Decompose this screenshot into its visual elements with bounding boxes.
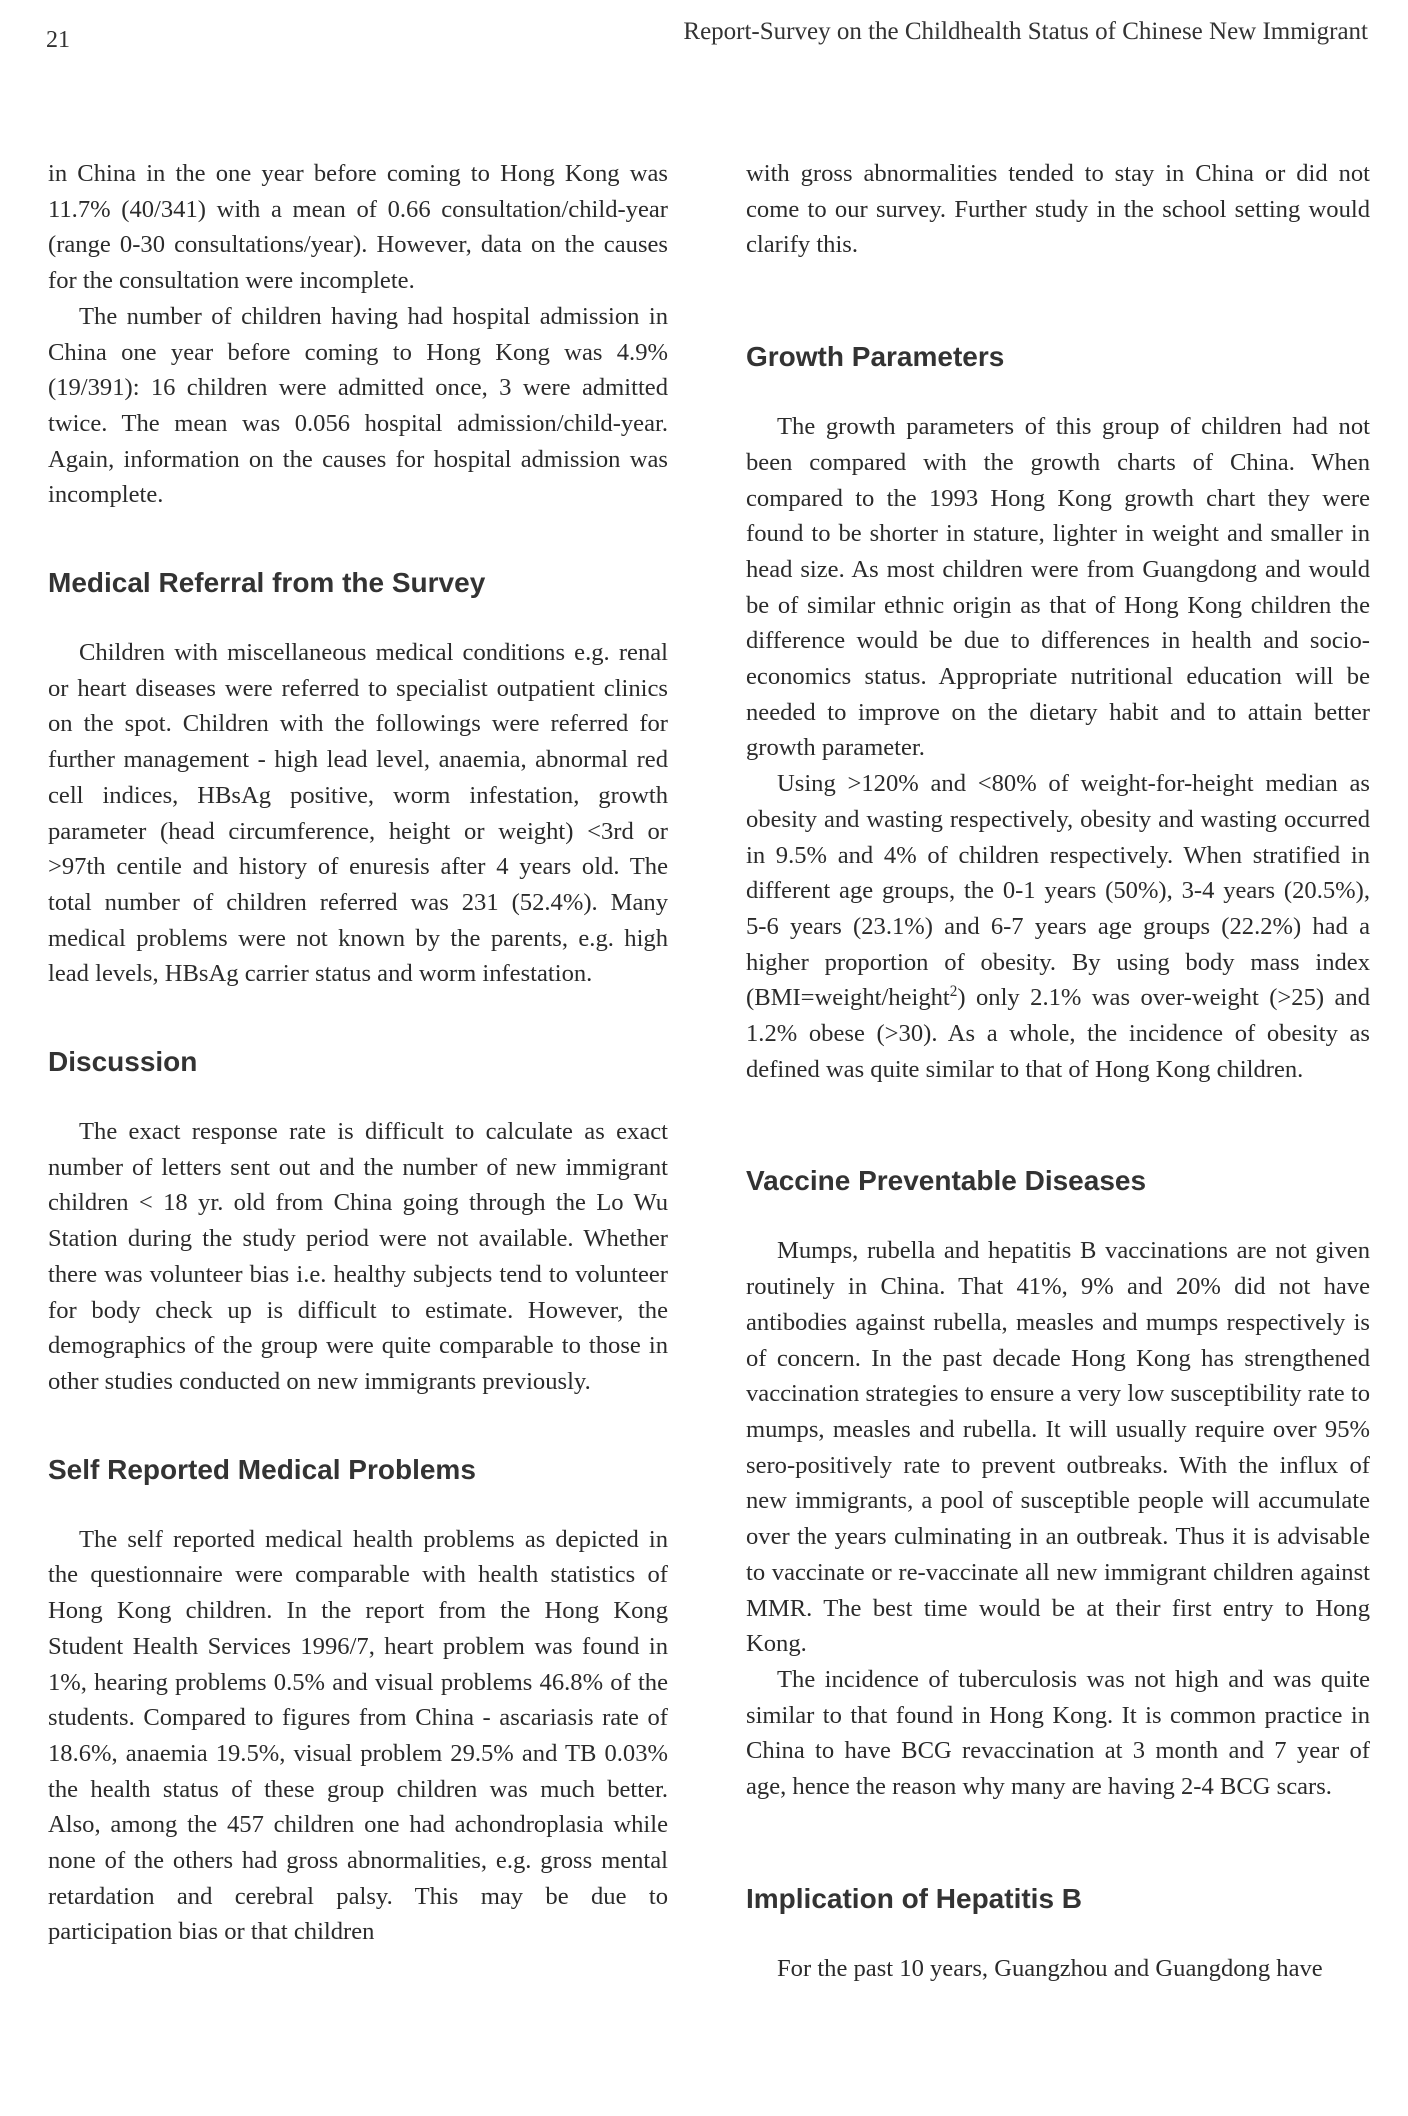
left-column: [48, 156, 668, 1950]
heading-hepatitis-b: Implication of Hepatitis B: [746, 1882, 1083, 1914]
paragraph-consultation-continued: in China in the one year before coming to Hong Kong was 11.7% (40/341) with a mean of 0.66 consultation/child-year (range 0-30 consultations/year). However, data on the causes for the consultation were incomplete.: [48, 160, 668, 295]
paragraph-hepatitis-b: For the past 10 years, Guangzhou and Guangdong have: [777, 1954, 1323, 1982]
paragraph-tuberculosis: The incidence of tuberculosis was not high and was quite similar to that found in Hong Kong. It is common practice in China to have BCG revaccination at 3 month and 7 year of age, hence the reason why many are having 2-4 BCG scars.: [746, 1665, 1370, 1801]
paragraph-gross-abnormalities-continued: with gross abnormalities tended to stay in China or did not come to our survey. Further study in the school setting would clarify this.: [746, 160, 1370, 259]
paragraph-medical-referral: Children with miscellaneous medical conditions e.g. renal or heart diseases were referred to specialist outpatient clinics on the spot. Children with the followings were referred for further management - high lead level, anaemia, abnormal red cell indices, HBsAg positive, worm infestation, growth parameter (head circumference, height or weight) <3rd or >97th centile and history of enuresis after 4 years old. The total number of children referred was 231 (52.4%). Many medical problems were not known by the parents, e.g. high lead levels, HBsAg carrier status and worm infestation.: [48, 639, 668, 988]
paragraph-growth-charts: The growth parameters of this group of children had not been compared with the growth charts of China. When compared to the 1993 Hong Kong growth chart they were found to be shorter in stature, lighter in weight and smaller in head size. As most children were from Guangdong and would be of similar ethnic origin as that of Hong Kong children the difference would be due to differences in health and socio-economics status. Appropriate nutritional education will be needed to improve on the dietary habit and to attain better growth parameter.: [746, 413, 1370, 762]
running-header: Report-Survey on the Childhealth Status of Chinese New Immigrant: [683, 18, 1368, 45]
paragraph-discussion: The exact response rate is difficult to calculate as exact number of letters sent out and the number of new immigrant children < 18 yr. old from China going through the Lo Wu Station during the study period were not available. Whether there was volunteer bias i.e. healthy subjects tend to volunteer for body check up is difficult to estimate. However, the demographics of the group were quite comparable to those in other studies conducted on new immigrants previously.: [48, 1118, 668, 1395]
obesity-text-part-1: Using >120% and <80% of weight-for-height median as obesity and wasting respectively, obesity and wasting occurred in 9.5% and 4% of children respectively. When stratified in different age groups, the 0-1 years (50%), 3-4 years (20.5%), 5-6 years (23.1%) and 6-7 years age groups (22.2%) had a higher proportion of obesity. By using body mass index (BMI=weight/height: [746, 770, 1370, 1012]
paragraph-obesity-wasting: [746, 766, 1370, 1087]
right-column: [746, 156, 1370, 1986]
obesity-text-part-2: ) only 2.1% was over-weight (>25) and 1.2% obese (>30). As a whole, the incidence of obesity as defined was quite similar to that of Hong Kong children.: [746, 984, 1370, 1083]
paragraph-vaccination: Mumps, rubella and hepatitis B vaccinations are not given routinely in China. That 41%, 9% and 20% did not have antibodies against rubella, measles and mumps respectively is of concern. In the past decade Hong Kong has strengthened vaccination strategies to ensure a very low susceptibility rate to mumps, measles and rubella. It will usually require over 95% sero-positively rate to prevent outbreaks. With the influx of new immigrants, a pool of susceptible people will accumulate over the years culminating in an outbreak. Thus it is advisable to vaccinate or re-vaccinate all new immigrant children against MMR. The best time would be at their first entry to Hong Kong.: [746, 1237, 1370, 1658]
heading-self-reported-problems: Self Reported Medical Problems: [48, 1453, 476, 1485]
paragraph-self-reported-problems: The self reported medical health problems as depicted in the questionnaire were comparable with health statistics of Hong Kong children. In the report from the Hong Kong Student Health Services 1996/7, heart problem was found in 1%, hearing problems 0.5% and visual problems 46.8% of the students. Compared to figures from China - ascariasis rate of 18.6%, anaemia 19.5%, visual problem 29.5% and TB 0.03% the health status of these group children was much better. Also, among the 457 children one had achondroplasia while none of the others had gross abnormalities, e.g. gross mental retardation and cerebral palsy. This may be due to participation bias or that children: [48, 1525, 668, 1946]
paragraph-hospital-admission: The number of children having had hospital admission in China one year before coming to Hong Kong was 4.9% (19/391): 16 children were admitted once, 3 were admitted twice. The mean was 0.056 hospital admission/child-year. Again, information on the causes for hospital admission was incomplete.: [48, 302, 668, 509]
heading-discussion: Discussion: [48, 1046, 198, 1078]
page-number: 21: [46, 27, 70, 53]
heading-growth-parameters: Growth Parameters: [746, 341, 1005, 373]
heading-medical-referral: Medical Referral from the Survey: [48, 567, 486, 599]
superscript-squared: 2: [949, 983, 958, 1001]
heading-vaccine-preventable-diseases: Vaccine Preventable Diseases: [746, 1165, 1147, 1197]
